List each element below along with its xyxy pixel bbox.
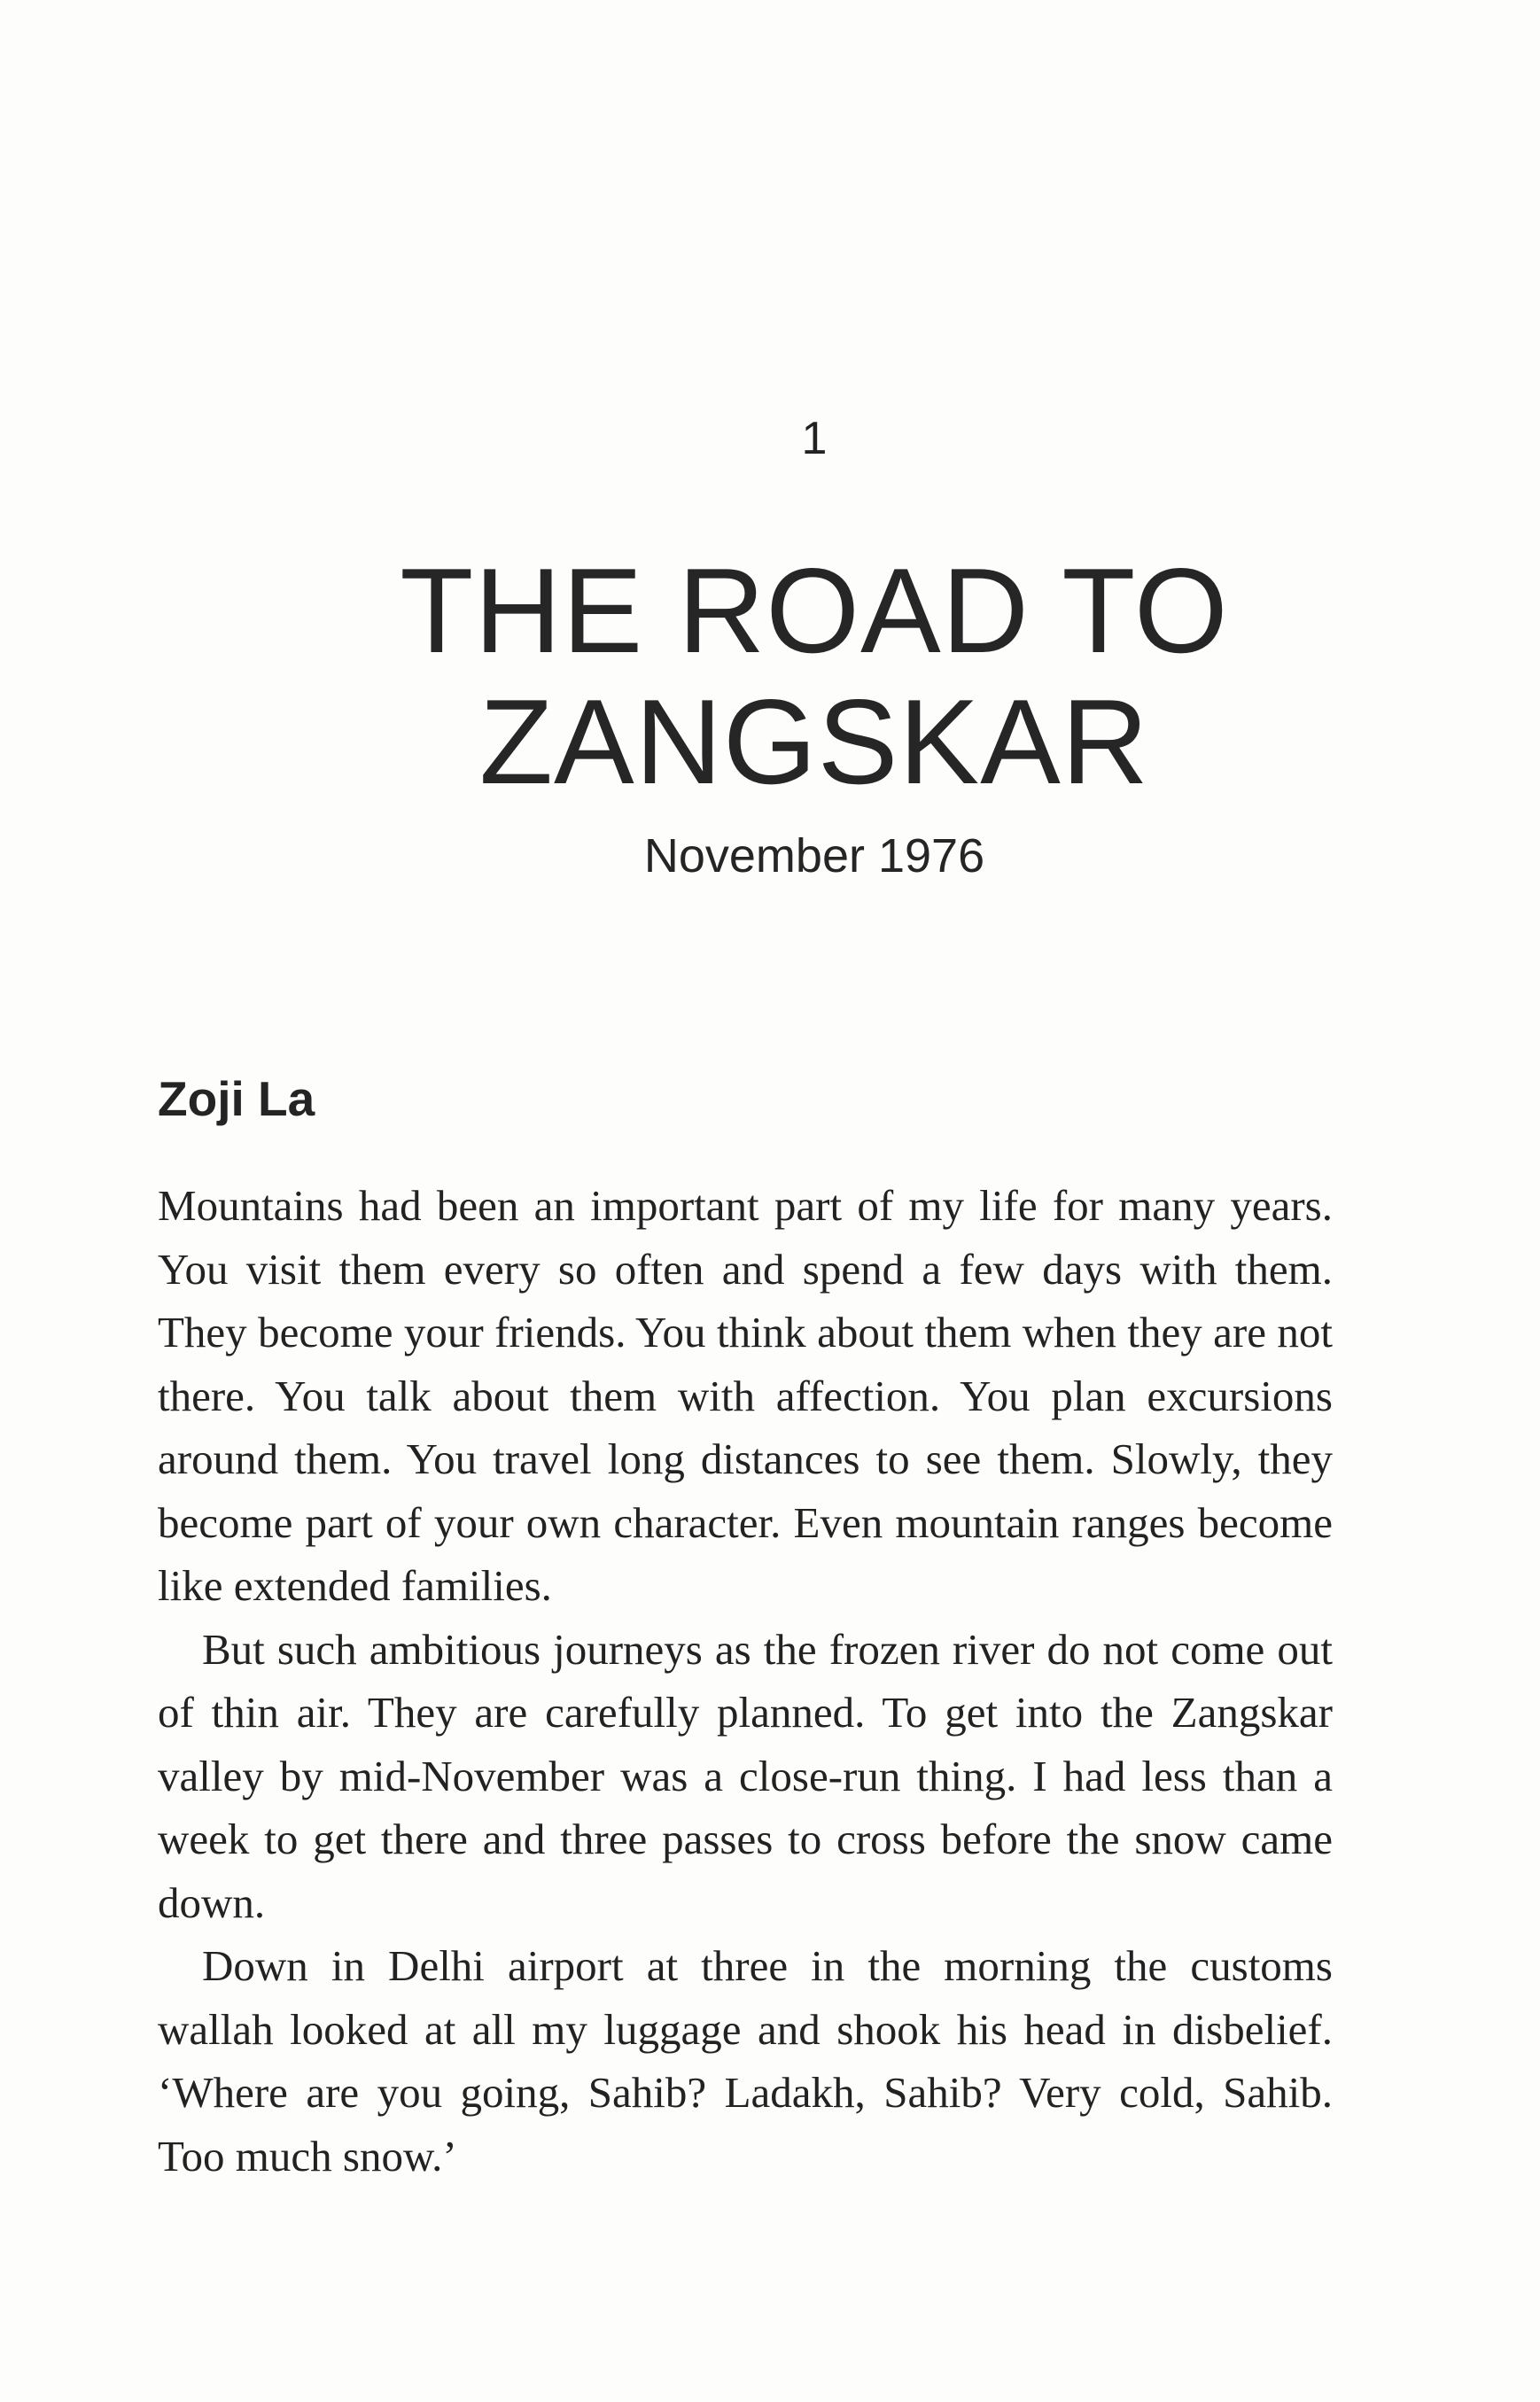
paragraph-1: Mountains had been an important part of my life for many years. You visit them every so often and spend a few days with them. They become your friends. You think about them when they are not there. You talk about them with affection. You plan excursions around them. You travel long distances to see them. Slowly, they become part of your own character. Even mountain ranges become like extended families.: [158, 1181, 1333, 1610]
chapter-title: [0, 545, 1540, 807]
section-heading: Zoji La: [158, 1071, 315, 1126]
paragraph-3: Down in Delhi airport at three in the morning the customs wallah looked at all my luggage and shook his head in disbelief. ‘Where are you going, Sahib? Ladakh, Sahib? Very cold, Sahib. Too much snow.’: [158, 1941, 1333, 2180]
chapter-title-line-1: THE ROAD TO: [400, 543, 1229, 678]
chapter-title-line-2: ZANGSKAR: [478, 674, 1150, 809]
chapter-number: 1: [801, 413, 828, 464]
paragraph-2: But such ambitious journeys as the frozen river do not come out of thin air. They are carefully planned. To get into the Zangskar valley by mid-November was a close-run thing. I had less than a week to get there and three passes to cross before the snow came down.: [158, 1624, 1333, 1927]
body-text: [158, 1174, 1333, 2188]
chapter-date: November 1976: [643, 829, 985, 882]
